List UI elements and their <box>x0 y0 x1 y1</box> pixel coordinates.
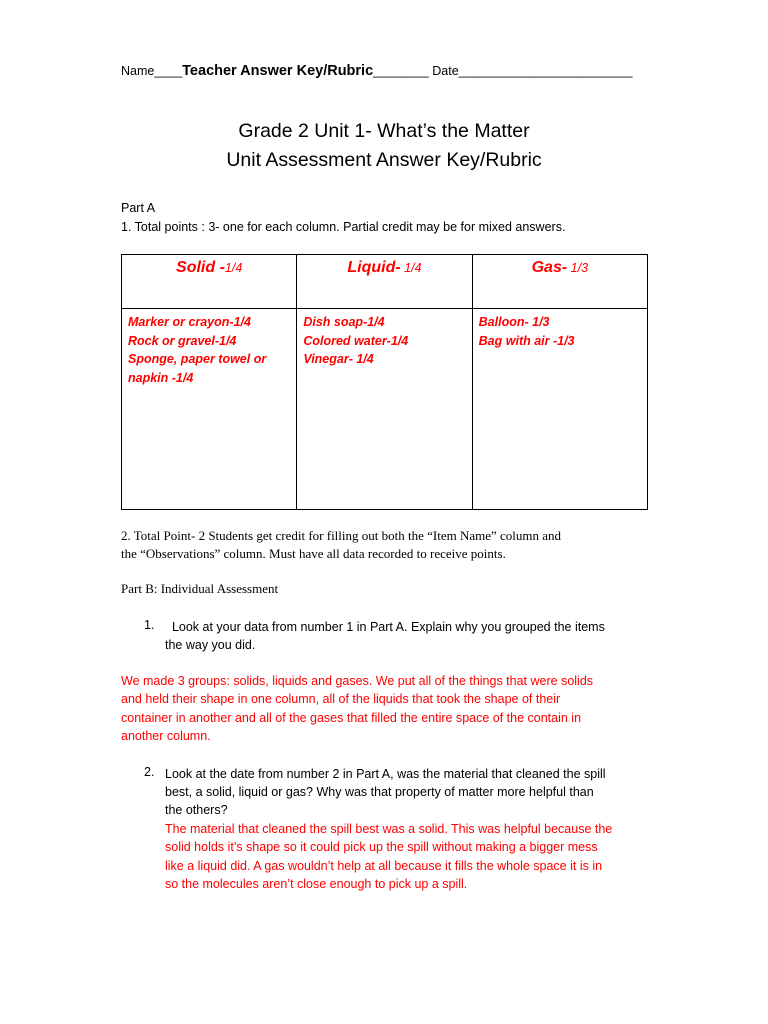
gas-items-cell <box>472 309 647 510</box>
name-value: Teacher Answer Key/Rubric <box>182 63 374 79</box>
list-item: Balloon- 1/3 <box>478 315 550 329</box>
question-number: 1. <box>144 618 155 632</box>
list-item: Colored water-1/4 <box>303 333 409 348</box>
table-header-row <box>122 255 648 309</box>
question-1-line-1: Look at your data from number 1 in Part A. Explain why you grouped the items <box>165 620 605 634</box>
question-2-line: best, a solid, liquid or gas? Why was that property of matter more helpful than <box>165 785 594 799</box>
part-a-q1: 1. Total points : 3- one for each column. Partial credit may be for mixed answers. <box>121 220 566 234</box>
answer-1-line: and held their shape in one column, all of the liquids that took the shape of their <box>121 692 561 706</box>
column-value: 1/3 <box>567 261 589 275</box>
question-number: 2. <box>144 765 155 779</box>
part-a-q2-line-2: the “Observations” column. Must have all data recorded to receive points. <box>121 546 506 561</box>
question-2-line: Look at the date from number 2 in Part A, was the material that cleaned the spill <box>165 767 606 781</box>
question-2-line: the others? <box>165 803 228 817</box>
title-line-1: Grade 2 Unit 1- What’s the Matter <box>238 120 530 142</box>
list-item: Bag with air -1/3 <box>478 333 575 348</box>
list-item: Rock or gravel-1/4 <box>128 333 237 348</box>
answer-2-line: so the molecules aren’t close enough to pick up a spill. <box>165 877 468 891</box>
answer-2-line: solid holds it’s shape so it could pick up the spill without making a bigger mess <box>165 840 598 854</box>
answer-1-line: another column. <box>121 729 211 743</box>
answer-2-line: The material that cleaned the spill best was a solid. This was helpful because the <box>165 822 613 836</box>
list-item: Sponge, paper towel or <box>128 352 267 366</box>
column-name: Solid - <box>176 259 225 276</box>
part-a-q2-line-1: 2. Total Point- 2 Students get credit for filling out both the “Item Name” column and <box>121 528 562 543</box>
column-name: Gas- <box>531 259 568 276</box>
column-value: 1/4 <box>400 261 422 275</box>
date-label: Date_________________________ <box>428 64 633 78</box>
answer-2-line: like a liquid did. A gas wouldn’t help at all because it fills the whole space it is in <box>165 859 603 873</box>
solid-items-cell <box>122 309 297 510</box>
name-label: Name____ <box>121 64 183 78</box>
table-body-row <box>122 309 648 510</box>
name-underline: ________ <box>373 64 429 78</box>
answer-1-line: container in another and all of the gases that filled the entire space of the contain in <box>121 711 582 725</box>
answer-1-line: We made 3 groups: solids, liquids and gases. We put all of the things that were solids <box>121 674 594 688</box>
column-header-solid <box>122 255 297 309</box>
name-date-line <box>121 63 632 79</box>
title-line-2: Unit Assessment Answer Key/Rubric <box>226 149 542 171</box>
column-value: 1/4 <box>224 261 243 275</box>
list-item: Marker or crayon-1/4 <box>128 315 251 329</box>
column-header-gas <box>472 255 647 309</box>
list-item: napkin -1/4 <box>128 370 194 385</box>
part-b-heading: Part B: Individual Assessment <box>121 581 279 596</box>
column-name: Liquid- <box>347 259 401 276</box>
sorting-table <box>121 254 648 510</box>
column-header-liquid <box>297 255 472 309</box>
list-item: Dish soap-1/4 <box>303 315 385 329</box>
liquid-items-cell <box>297 309 472 510</box>
part-a-heading: Part A <box>121 201 156 215</box>
list-item: Vinegar- 1/4 <box>303 352 374 366</box>
question-1-line-2: the way you did. <box>165 638 256 652</box>
